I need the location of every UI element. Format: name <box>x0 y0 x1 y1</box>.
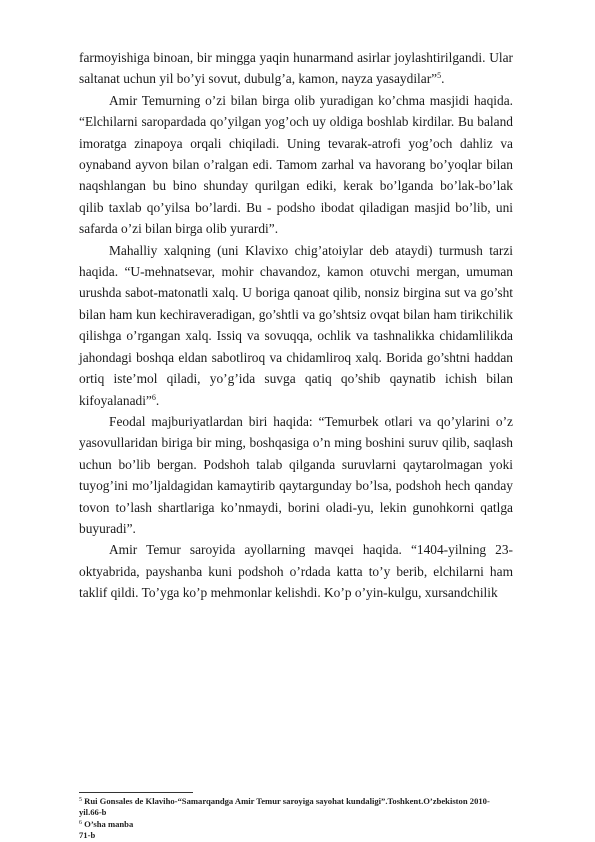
paragraph-4: Feodal majburiyatlardan biri haqida: “Temurbek otlari va qo’ylarini o’z yasovullaridan biriga bir ming, boshqasiga o’n ming boshini suruv qilib, saqlash uchun bo’lib bergan. Podshoh talab qilganda suruvlarni qaytarolmagan yoki tuyog’ini mo’ljaldagidan kamaytirib qaytargunday bo’lsa, podshoh hech qanday tovon to’lash shartlariga ko’nmaydi, borini oladi-yu, lekin gunohkorni qatlga buyuradi”. <box>79 413 513 536</box>
footnote-separator <box>79 792 193 793</box>
paragraph-1: farmoyishiga binoan, bir mingga yaqin hunarmand asirlar joylashtirilgandi. Ular saltanat uchun yil bo’yi sovut, dubulg’a, kamon, nayza yasaydilar”$^5$. <box>79 50 513 87</box>
paragraph-2: Amir Temurning o’zi bilan birga olib yuradigan ko’chma masjidi haqida. “Elchilarni saropardada qo’yilgan yog’och uy oldiga boshlab kirdilar. Bu baland imoratga zinapoya orqali chiqiladi. Uning tevarak-atrofi yog’och dahliz va oynaband ayvon bilan o’ralgan edi. Tamom zarhal va havorang bo’yoqlar bilan naqshlangan bu bino shunday qurilgan ediki, kerak bo’lganda bo’lak-bo’lak qilib taxlab qo’yilsa bo’lardi. Bu - podsho ibodat qiladigan masjid bo’lib, uni safarda o’zi bilan birga olib yurardi”. <box>79 92 513 237</box>
footnote-ref-5[interactable]: 5 <box>437 71 442 81</box>
footnote-6-line-1: $^6$ O’sha manba <box>79 818 134 829</box>
footnote-ref-6[interactable]: 6 <box>151 392 156 402</box>
footnotes <box>79 796 549 842</box>
footnote-5-line-1: $^5$ Rui Gonsales de Klaviho-“Samarqandga Amir Temur saroyiga sayohat kundaligi”.Toshkent.O’zbekiston 2010- <box>79 796 490 806</box>
paragraph-3: Mahalliy xalqning (uni Klavixo chig’atoiylar deb ataydi) turmush tarzi haqida. “U-mehnatsevar, mohir chavandoz, kamon otuvchi mergan, umuman urushda sabot-matonatli xalq. U boriga qanoat qilib, nonsiz birgina sut va go’sht bilan ham kun kechiraveradigan, go’shtli va go’shtsiz ovqat bilan ham tirikchilik qilishga o’rgangan xalq. Issiq va sovuqqa, ochlik va tashnalikka chidamlilikda jahondagi boshqa eldan sabotliroq va chidamliroq xalq. Borida go’shtni haddan ortiq iste’mol qiladi, yo’g’ida suvga qatiq qo’shib qaynatib ichish bilan kifoyalanadi”$^6$. <box>79 242 513 408</box>
footnote-6-line-2: 71-b <box>79 830 96 841</box>
body-text <box>79 47 513 604</box>
footnote-5-line-2: yil.66-b <box>79 807 107 818</box>
paragraph-5: Amir Temur saroyida ayollarning mavqei haqida. “1404-yilning 23-oktyabrida, payshanba kuni podshoh o’rdada katta to’y berib, elchilarni ham taklif qildi. To’yga ko’p mehmonlar kelishdi. Ko’p o’yin-kulgu, xursandchilik <box>79 542 513 601</box>
